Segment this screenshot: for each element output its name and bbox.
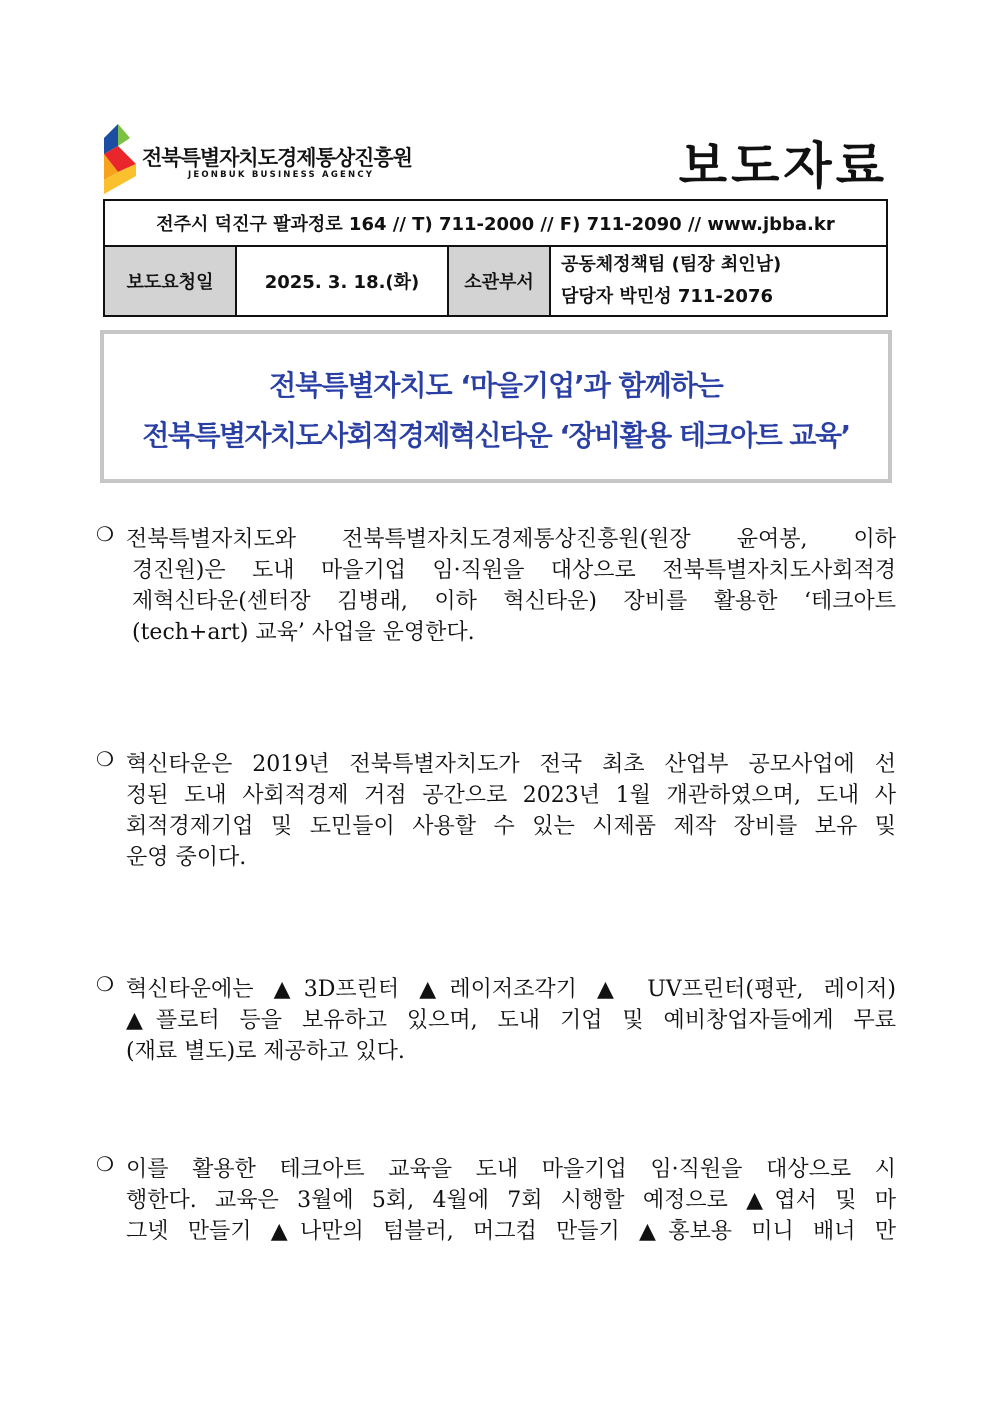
paragraph-line: 회적경제기업 및 도민들이 사용할 수 있는 시제품 제작 장비를 보유 및	[126, 814, 896, 839]
body-paragraph-1	[96, 522, 896, 646]
paragraph-line: 그넷 만들기 ▲나만의 텀블러, 머그컵 만들기 ▲홍보용 미니 배너 만	[126, 1219, 896, 1244]
paragraph-line: 제혁신타운(센터장 김병래, 이하 혁신타운) 장비를 활용한 ‘테크아트	[132, 589, 896, 614]
paragraph-line: 행한다. 교육은 3월에 5회, 4월에 7회 시행할 예정으로 ▲엽서 및 마	[126, 1188, 896, 1213]
paragraph-line: 혁신타운은 2019년 전북특별자치도가 전국 최초 산업부 공모사업에 선	[126, 752, 896, 777]
contact-address: 전주시 덕진구 팔과정로 164 // T) 711-2000 // F) 711-2090 // www.jbba.kr	[104, 200, 887, 246]
body-paragraph-2	[96, 747, 896, 871]
request-date-value: 2025. 3. 18.(화)	[236, 246, 448, 316]
press-info-table	[103, 199, 888, 317]
body-paragraph-3	[96, 972, 896, 1065]
org-logo	[100, 124, 413, 198]
paragraph-line: 이를 활용한 테크아트 교육을 도내 마을기업 임·직원을 대상으로 시	[126, 1157, 896, 1182]
department-team: 공동체정책팀 (팀장 최인남)	[561, 254, 782, 275]
paragraph-line: 정된 도내 사회적경제 거점 공간으로 2023년 1월 개관하였으며, 도내 사	[126, 783, 896, 808]
paragraph-line: 전북특별자치도와 전북특별자치도경제통상진흥원(원장 윤여봉, 이하	[126, 527, 896, 552]
department-label: 소관부서	[448, 246, 550, 316]
paragraph-line: (tech+art) 교육’ 사업을 운영한다.	[132, 620, 475, 645]
bullet-icon: ❍	[96, 972, 114, 996]
bullet-icon: ❍	[96, 522, 114, 546]
paragraph-line: 운영 중이다.	[126, 845, 247, 870]
body-paragraph-4	[96, 1152, 896, 1245]
document-type-title: 보도자료	[678, 137, 888, 195]
paragraph-line: 경진원)은 도내 마을기업 임·직원을 대상으로 전북특별자치도사회적경	[132, 558, 896, 583]
paragraph-line: (재료 별도)로 제공하고 있다.	[126, 1039, 405, 1064]
logo-mark-icon	[100, 124, 140, 198]
department-info	[550, 246, 887, 316]
bullet-icon: ❍	[96, 747, 114, 771]
department-contact: 담당자 박민성 711-2076	[561, 286, 774, 307]
paragraph-line: ▲플로터 등을 보유하고 있으며, 도내 기업 및 예비창업자들에게 무료	[126, 1008, 896, 1033]
paragraph-line: 혁신타운에는 ▲3D프린터 ▲레이저조각기 ▲ UV프린터(평판, 레이저)	[126, 977, 896, 1002]
headline-line-2: 전북특별자치도사회적경제혁신타운 ‘장비활용 테크아트 교육’	[142, 419, 850, 452]
headline-line-1: 전북특별자치도 ‘마을기업’과 함께하는	[269, 369, 723, 402]
request-date-label: 보도요청일	[104, 246, 236, 316]
headline-box	[100, 330, 892, 483]
bullet-icon: ❍	[96, 1152, 114, 1176]
org-name: 전북특별자치도경제통상진흥원	[142, 146, 413, 170]
org-name-english: JEONBUK BUSINESS AGENCY	[188, 170, 375, 180]
